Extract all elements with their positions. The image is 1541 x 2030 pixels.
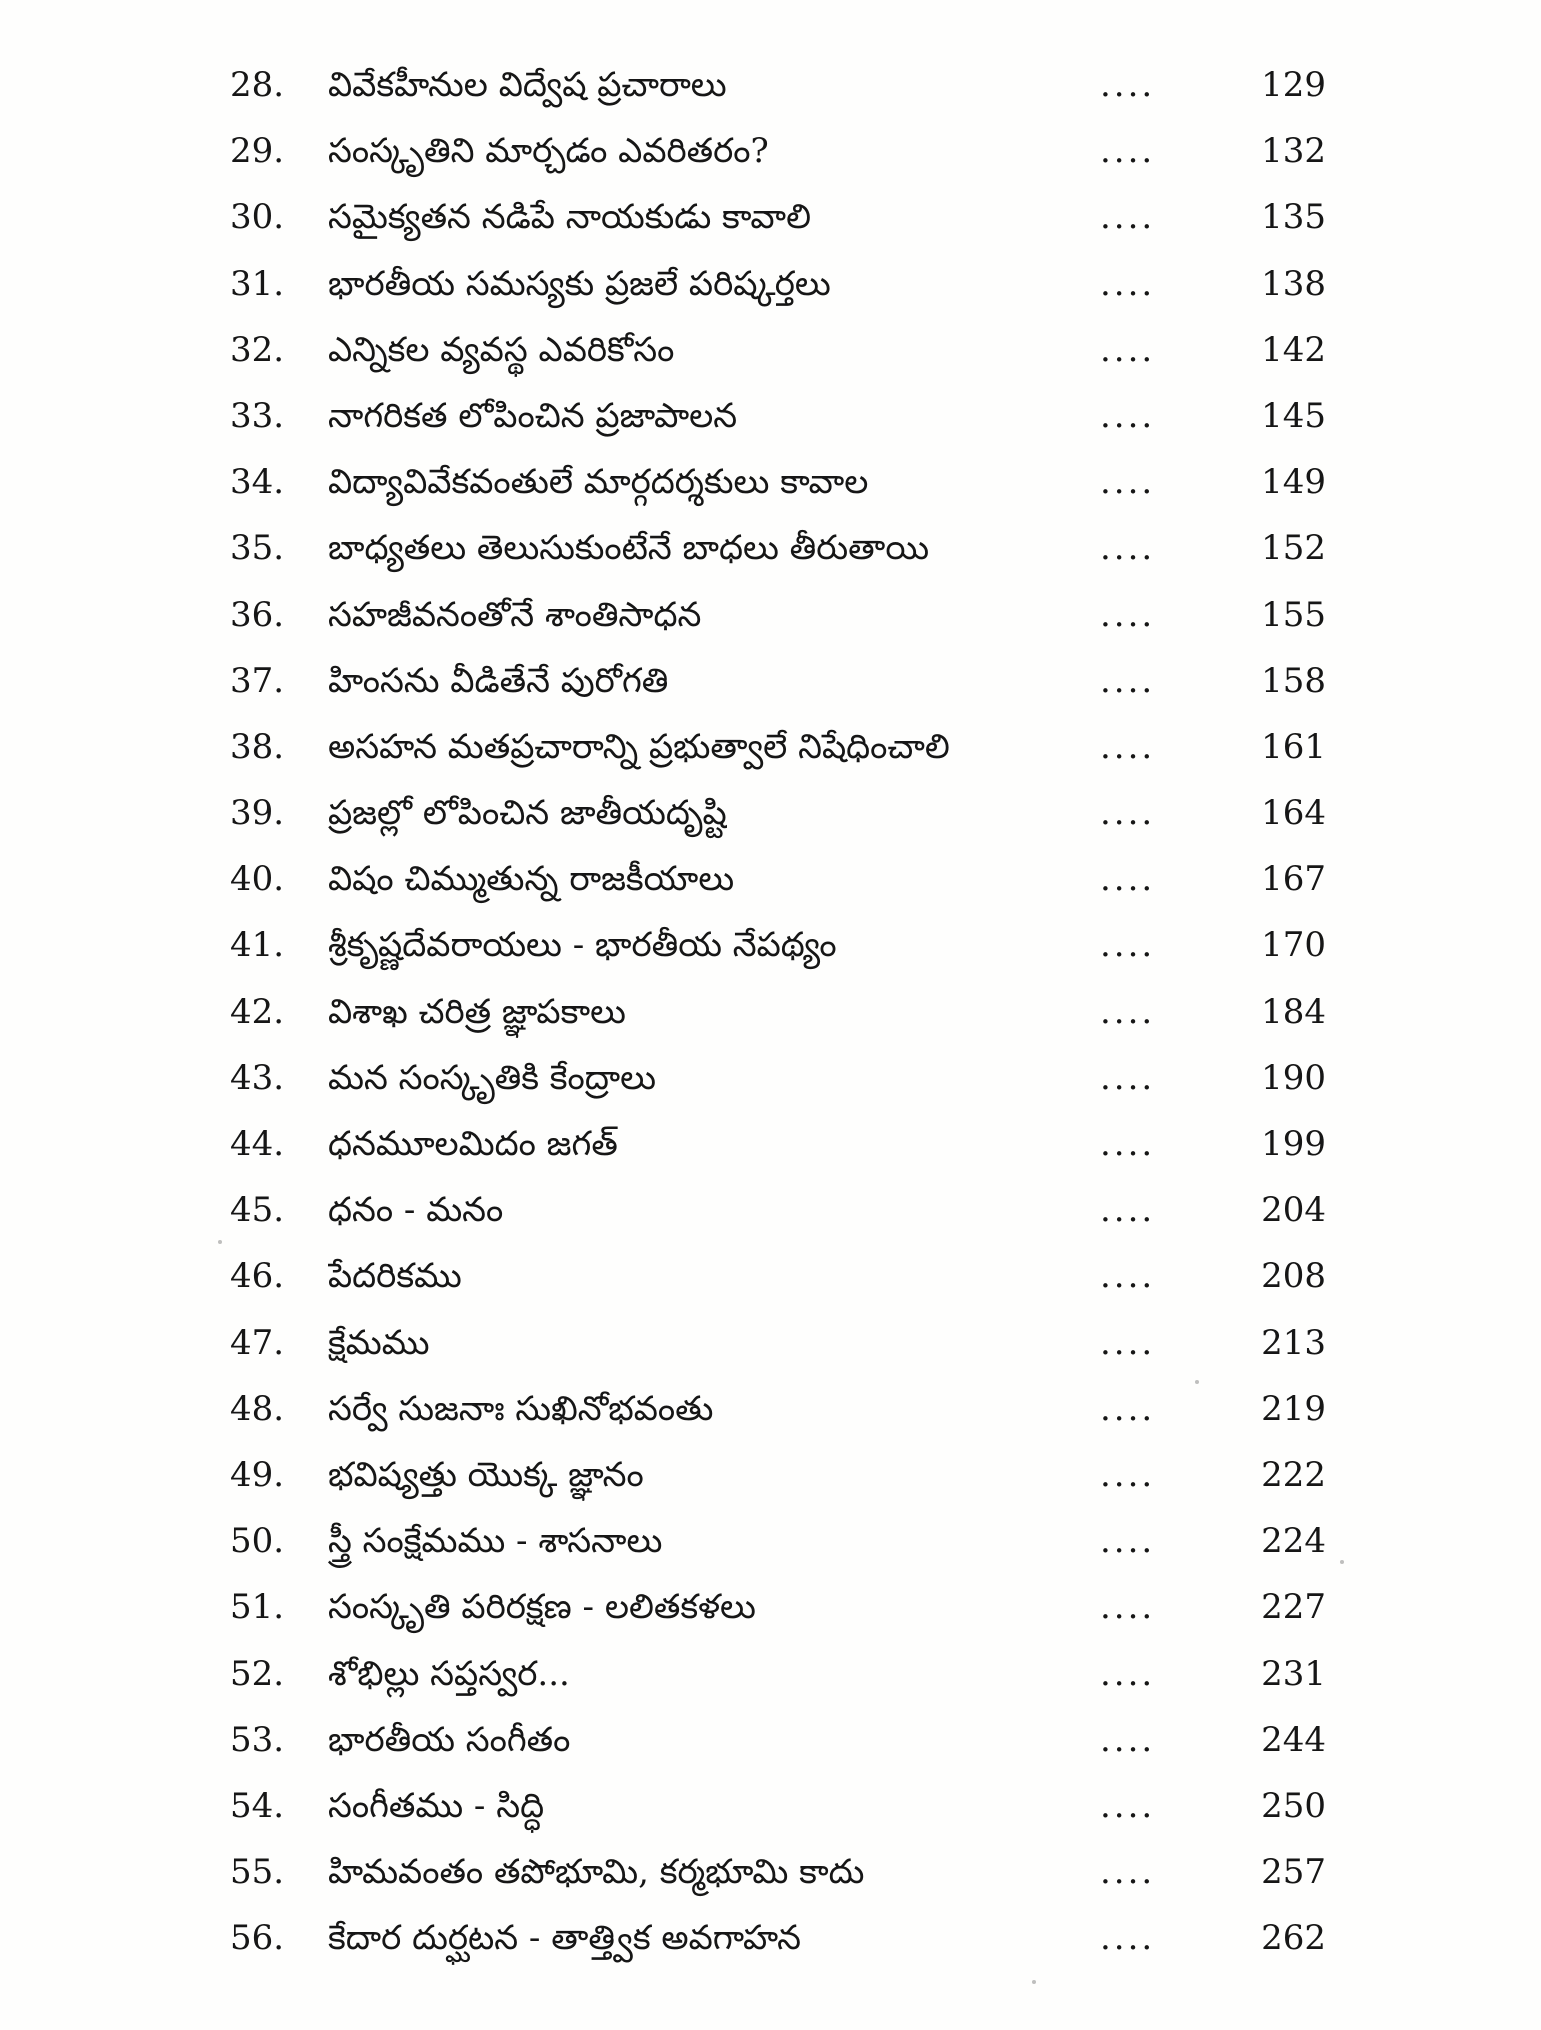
entry-page-number: 199 — [1261, 1124, 1326, 1164]
entry-title: విశాఖ చరిత్ర జ్ఞాపకాలు — [328, 991, 626, 1032]
entry-page-number: 164 — [1261, 793, 1326, 834]
entry-leader-dots: .... — [1100, 1852, 1156, 1893]
entry-title: ఎన్నికల వ్యవస్థ ఎవరికోసం — [328, 329, 675, 370]
entry-leader-dots: .... — [1100, 991, 1156, 1032]
entry-leader-dots: .... — [1100, 1653, 1156, 1694]
entry-title: సమైక్యతన నడిపే నాయకుడు కావాలి — [328, 197, 811, 238]
entry-title: ధనం - మనం — [328, 1190, 504, 1231]
entry-leader-dots: .... — [1100, 594, 1156, 635]
entry-leader-dots: .... — [1100, 395, 1156, 436]
entry-title: సంస్కృతిని మార్చడం ఎవరితరం? — [328, 131, 769, 172]
entry-number: 31. — [230, 263, 285, 304]
entry-leader-dots: .... — [1100, 1587, 1156, 1628]
entry-number: 39. — [230, 793, 285, 834]
entry-page-number: 129 — [1261, 65, 1326, 105]
entry-page-number: 190 — [1261, 1057, 1326, 1098]
entry-page-number: 158 — [1261, 660, 1326, 701]
entry-page-number: 257 — [1261, 1852, 1326, 1893]
entry-leader-dots: .... — [1100, 859, 1156, 900]
entry-number: 43. — [230, 1057, 285, 1098]
entry-page-number: 161 — [1261, 726, 1326, 767]
toc-entry — [0, 383, 1541, 449]
entry-number: 52. — [230, 1653, 285, 1694]
entry-title: ప్రజల్లో లోపించిన జాతీయదృష్టి — [328, 793, 727, 834]
entry-page-number: 149 — [1261, 462, 1326, 503]
entry-page-number: 135 — [1261, 197, 1326, 238]
entry-leader-dots: .... — [1100, 1190, 1156, 1231]
entry-leader-dots: .... — [1100, 65, 1156, 105]
toc-entry — [0, 1111, 1541, 1177]
entry-title: వివేకహీనుల విద్వేష ప్రచారాలు — [328, 65, 727, 105]
entry-leader-dots: .... — [1100, 1322, 1156, 1363]
entry-number: 40. — [230, 859, 285, 900]
entry-number: 46. — [230, 1256, 285, 1297]
entry-page-number: 224 — [1261, 1521, 1326, 1562]
toc-entry — [0, 317, 1541, 383]
entry-number: 30. — [230, 197, 285, 238]
toc-entry — [0, 1773, 1541, 1839]
entry-number: 42. — [230, 991, 285, 1032]
entry-number: 53. — [230, 1719, 285, 1760]
entry-page-number: 170 — [1261, 925, 1326, 966]
entry-title: మన సంస్కృతికి కేంద్రాలు — [328, 1057, 657, 1098]
toc-entry — [0, 1641, 1541, 1707]
entry-number: 45. — [230, 1190, 285, 1231]
toc-entry — [0, 1442, 1541, 1508]
entry-title: కేదార దుర్ఘటన - తాత్త్విక అవగాహన — [328, 1918, 801, 1959]
entry-leader-dots: .... — [1100, 925, 1156, 966]
entry-page-number: 222 — [1261, 1454, 1326, 1495]
toc-entry — [0, 979, 1541, 1045]
toc-entry — [0, 714, 1541, 780]
entry-page-number: 152 — [1261, 528, 1326, 569]
toc-entry — [0, 648, 1541, 714]
entry-number: 51. — [230, 1587, 285, 1628]
table-of-contents — [0, 52, 1541, 1971]
entry-page-number: 155 — [1261, 594, 1326, 635]
toc-entry — [0, 1574, 1541, 1640]
entry-leader-dots: .... — [1100, 1719, 1156, 1760]
toc-entry — [0, 1310, 1541, 1376]
entry-page-number: 208 — [1261, 1256, 1326, 1297]
entry-leader-dots: .... — [1100, 1454, 1156, 1495]
entry-leader-dots: .... — [1100, 660, 1156, 701]
entry-number: 55. — [230, 1852, 285, 1893]
entry-title: విద్యావివేకవంతులే మార్గదర్శకులు కావాల — [328, 462, 869, 503]
entry-title: సహజీవనంతోనే శాంతిసాధన — [328, 594, 702, 635]
entry-title: స్త్రీ సంక్షేమము - శాసనాలు — [328, 1521, 663, 1562]
toc-entry — [0, 846, 1541, 912]
print-speck — [1032, 1980, 1036, 1984]
entry-page-number: 227 — [1261, 1587, 1326, 1628]
entry-leader-dots: .... — [1100, 131, 1156, 172]
print-speck — [1195, 1380, 1199, 1384]
entry-number: 32. — [230, 329, 285, 370]
entry-number: 34. — [230, 462, 285, 503]
entry-leader-dots: .... — [1100, 197, 1156, 238]
toc-entry — [0, 1707, 1541, 1773]
entry-title: క్షేమము — [328, 1322, 430, 1363]
entry-title: బాధ్యతలు తెలుసుకుంటేనే బాధలు తీరుతాయి — [328, 528, 930, 569]
entry-leader-dots: .... — [1100, 1785, 1156, 1826]
entry-number: 49. — [230, 1454, 285, 1495]
entry-number: 33. — [230, 395, 285, 436]
entry-page-number: 219 — [1261, 1388, 1326, 1429]
entry-number: 54. — [230, 1785, 285, 1826]
entry-title: హింసను వీడితేనే పురోగతి — [328, 660, 669, 701]
entry-number: 44. — [230, 1124, 285, 1164]
toc-entry — [0, 912, 1541, 978]
entry-page-number: 231 — [1261, 1653, 1326, 1694]
entry-title: అసహన మతప్రచారాన్ని ప్రభుత్వాలే నిషేధించాలి — [328, 726, 950, 767]
entry-page-number: 184 — [1261, 991, 1326, 1032]
entry-title: హిమవంతం తపోభూమి, కర్మభూమి కాదు — [328, 1852, 865, 1893]
entry-leader-dots: .... — [1100, 528, 1156, 569]
entry-number: 41. — [230, 925, 285, 966]
entry-title: భవిష్యత్తు యొక్క జ్ఞానం — [328, 1454, 644, 1495]
entry-leader-dots: .... — [1100, 726, 1156, 767]
entry-number: 48. — [230, 1388, 285, 1429]
toc-entry — [0, 1177, 1541, 1243]
entry-number: 36. — [230, 594, 285, 635]
toc-entry — [0, 1508, 1541, 1574]
entry-title: నాగరికత లోపించిన ప్రజాపాలన — [328, 395, 738, 436]
toc-entry — [0, 118, 1541, 184]
entry-number: 35. — [230, 528, 285, 569]
entry-title: పేదరికము — [328, 1256, 462, 1297]
entry-number: 37. — [230, 660, 285, 701]
toc-entry — [0, 1905, 1541, 1971]
entry-leader-dots: .... — [1100, 1057, 1156, 1098]
toc-entry — [0, 251, 1541, 317]
entry-number: 29. — [230, 131, 285, 172]
entry-title: సంస్కృతి పరిరక్షణ - లలితకళలు — [328, 1587, 756, 1628]
entry-leader-dots: .... — [1100, 1124, 1156, 1164]
entry-page-number: 204 — [1261, 1190, 1326, 1231]
toc-entry — [0, 1243, 1541, 1309]
entry-title: భారతీయ సంగీతం — [328, 1719, 571, 1760]
entry-leader-dots: .... — [1100, 1256, 1156, 1297]
entry-title: భారతీయ సమస్యకు ప్రజలే పరిష్కర్తలు — [328, 263, 831, 304]
entry-title: సర్వే సుజనాః సుఖినోభవంతు — [328, 1388, 714, 1429]
entry-title: సంగీతము - సిద్ధి — [328, 1785, 545, 1826]
toc-entry — [0, 52, 1541, 118]
toc-entry — [0, 184, 1541, 250]
entry-page-number: 132 — [1261, 131, 1326, 172]
toc-entry — [0, 515, 1541, 581]
entry-leader-dots: .... — [1100, 793, 1156, 834]
entry-leader-dots: .... — [1100, 1521, 1156, 1562]
entry-page-number: 262 — [1261, 1918, 1326, 1959]
entry-page-number: 250 — [1261, 1785, 1326, 1826]
toc-entry — [0, 582, 1541, 648]
entry-title: ధనమూలమిదం జగత్ — [328, 1124, 618, 1164]
entry-leader-dots: .... — [1100, 1388, 1156, 1429]
entry-page-number: 244 — [1261, 1719, 1326, 1760]
entry-number: 56. — [230, 1918, 285, 1959]
entry-page-number: 213 — [1261, 1322, 1326, 1363]
entry-leader-dots: .... — [1100, 329, 1156, 370]
toc-entry — [0, 780, 1541, 846]
entry-leader-dots: .... — [1100, 1918, 1156, 1959]
entry-page-number: 142 — [1261, 329, 1326, 370]
entry-leader-dots: .... — [1100, 263, 1156, 304]
entry-title: విషం చిమ్ముతున్న రాజకీయాలు — [328, 859, 735, 900]
entry-title: శ్రీకృష్ణదేవరాయలు - భారతీయ నేపథ్యం — [328, 925, 837, 966]
entry-page-number: 167 — [1261, 859, 1326, 900]
entry-page-number: 138 — [1261, 263, 1326, 304]
toc-entry — [0, 1045, 1541, 1111]
entry-number: 38. — [230, 726, 285, 767]
toc-entry — [0, 1376, 1541, 1442]
print-speck — [218, 1240, 222, 1244]
print-speck — [1340, 1560, 1344, 1564]
entry-number: 47. — [230, 1322, 285, 1363]
entry-page-number: 145 — [1261, 395, 1326, 436]
entry-number: 50. — [230, 1521, 285, 1562]
entry-leader-dots: .... — [1100, 462, 1156, 503]
entry-number: 28. — [230, 65, 285, 105]
toc-entry — [0, 449, 1541, 515]
toc-entry — [0, 1839, 1541, 1905]
entry-title: శోభిల్లు సప్తస్వర... — [328, 1653, 570, 1694]
